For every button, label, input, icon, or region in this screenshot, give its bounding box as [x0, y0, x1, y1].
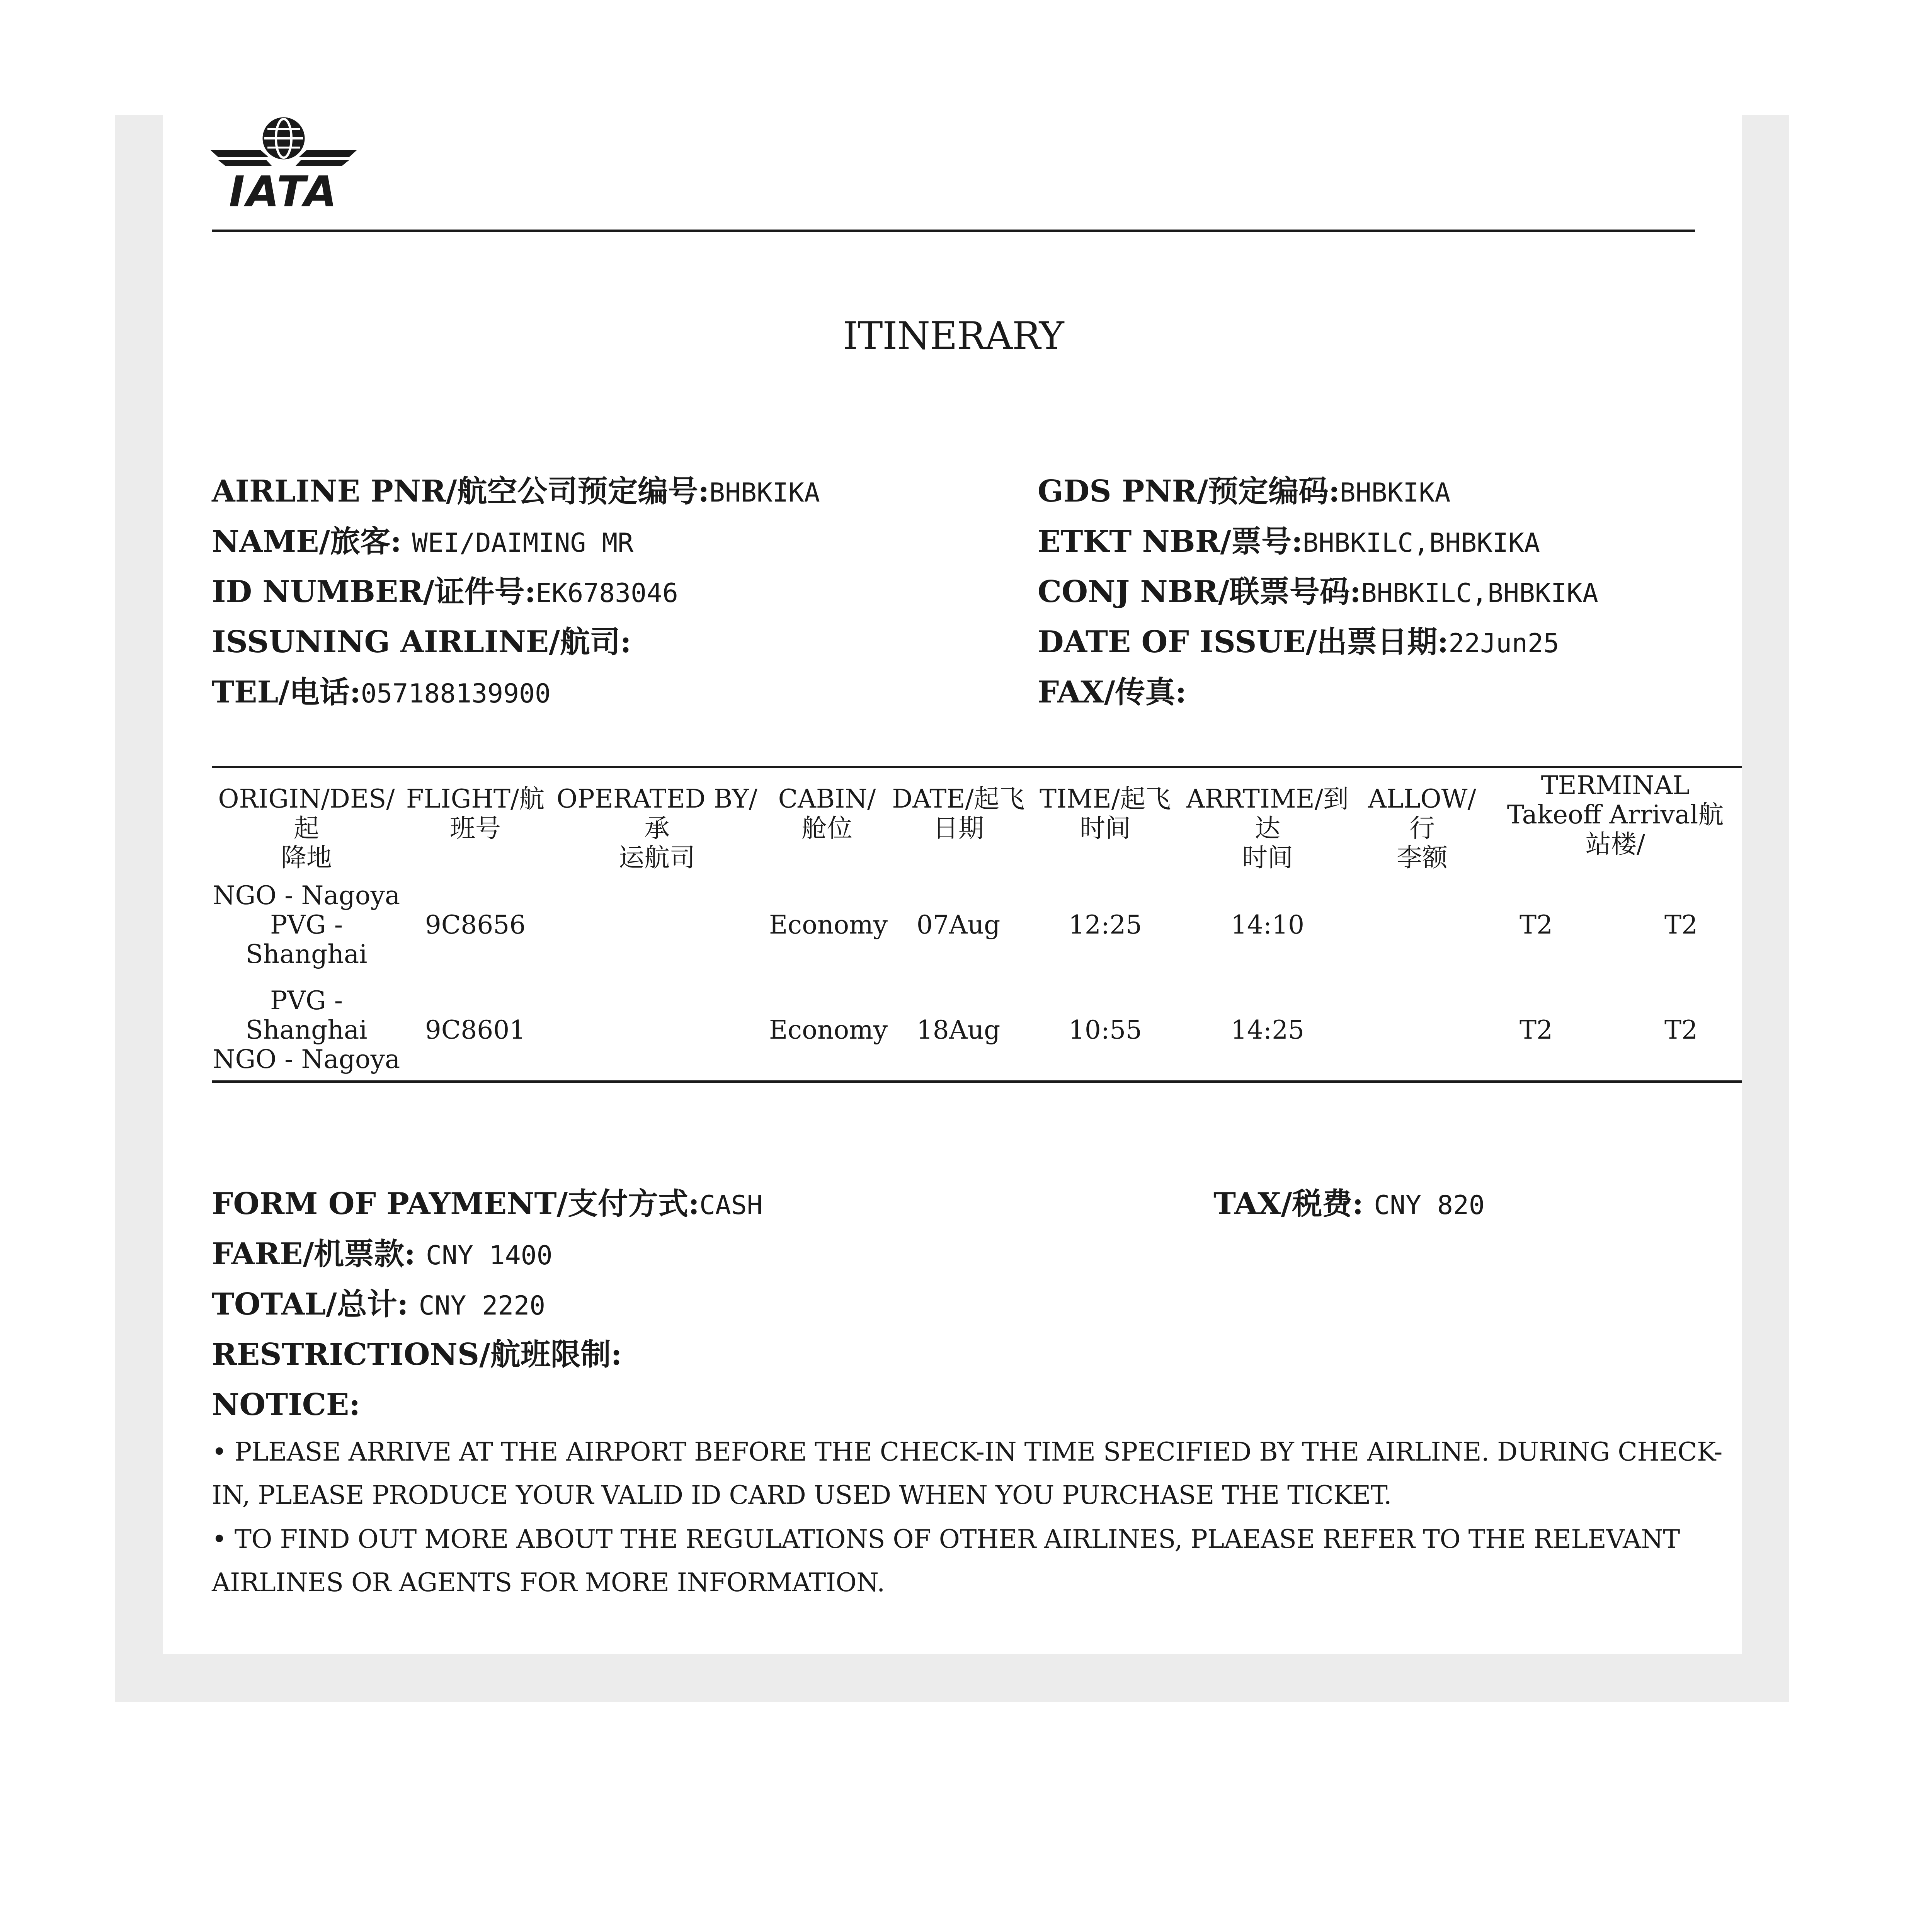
payment-form-value: CASH — [699, 1190, 763, 1221]
tax-value: CNY 820 — [1374, 1190, 1485, 1221]
row-time: 12:25 — [1068, 910, 1142, 940]
row-arrival-terminal: T2 — [1664, 1015, 1698, 1045]
etkt-nbr-label: ETKT NBR/票号: — [1038, 524, 1303, 559]
tel-field — [212, 673, 551, 713]
total-value: CNY 2220 — [419, 1291, 546, 1321]
tel-value: 057188139900 — [361, 679, 551, 709]
fare-field — [212, 1235, 553, 1275]
row-cabin: Economy — [769, 1015, 888, 1045]
conj-nbr-label: CONJ NBR/联票号码: — [1038, 574, 1361, 609]
gds-pnr-label: GDS PNR/预定编码: — [1038, 474, 1340, 509]
fax-label: FAX/传真: — [1038, 675, 1187, 710]
date-of-issue-label: DATE OF ISSUE/出票日期: — [1038, 624, 1449, 660]
row-arrtime: 14:10 — [1230, 910, 1305, 940]
gds-pnr-field — [1038, 472, 1450, 512]
id-number-value: EK6783046 — [536, 578, 678, 609]
gds-pnr-value: BHBKIKA — [1339, 478, 1451, 508]
row-time: 10:55 — [1068, 1015, 1142, 1045]
notice-heading — [212, 1386, 360, 1424]
restrictions-label: RESTRICTIONS/航班限制: — [212, 1337, 622, 1372]
airline-pnr-label: AIRLINE PNR/航空公司预定编号: — [212, 474, 710, 509]
airline-pnr-value: BHBKIKA — [709, 478, 820, 508]
header-arrtime: ARRTIME/到达 时间 — [1186, 784, 1349, 872]
row-cabin: Economy — [769, 910, 888, 940]
etkt-nbr-value: BHBKILC,BHBKIKA — [1302, 528, 1540, 558]
header-date: DATE/起飞 日期 — [892, 784, 1025, 843]
header-time: TIME/起飞 时间 — [1039, 784, 1171, 843]
table-bottom-rule — [212, 1080, 1742, 1083]
issuing-airline-field — [212, 623, 631, 663]
notice-item-2: • TO FIND OUT MORE ABOUT THE REGULATIONS OF OTHER AIRLINES, PLAEASE REFER TO THE RELEVANT AIRLINES OR AGENTS FOR MORE INFORMATION. — [212, 1524, 1680, 1597]
notice-label: NOTICE: — [212, 1387, 361, 1422]
header-cabin: CABIN/ 舱位 — [778, 784, 876, 843]
row-arrival-terminal: T2 — [1664, 910, 1698, 940]
fare-label: FARE/机票款: — [212, 1236, 426, 1272]
id-number-label: ID NUMBER/证件号: — [212, 574, 536, 609]
restrictions-field — [212, 1335, 622, 1376]
notice-item-1: • PLEASE ARRIVE AT THE AIRPORT BEFORE THE CHECK-IN TIME SPECIFIED BY THE AIRLINE. DURING CHECK-IN, PLEASE PRODUCE YOUR VALID ID CARD USED WHEN YOU PURCHASE THE TICKET. — [212, 1437, 1722, 1510]
row-arrtime: 14:25 — [1230, 1015, 1305, 1045]
etkt-nbr-field — [1038, 522, 1540, 563]
total-field — [212, 1285, 545, 1325]
header-terminal: TERMINAL Takeoff Arrival航 站楼/ — [1507, 770, 1724, 859]
date-of-issue-field — [1038, 623, 1559, 663]
tax-field — [1213, 1185, 1485, 1225]
row-takeoff-terminal: T2 — [1519, 910, 1553, 940]
header-origin: ORIGIN/DES/起 降地 — [218, 784, 395, 872]
header-divider — [212, 230, 1695, 232]
conj-nbr-field — [1038, 573, 1598, 613]
table-top-rule — [212, 766, 1742, 768]
name-label: NAME/旅客: — [212, 524, 412, 559]
payment-form-label: FORM OF PAYMENT/支付方式: — [212, 1186, 699, 1221]
date-of-issue-value: 22Jun25 — [1448, 628, 1559, 659]
row-route: NGO - Nagoya PVG - Shanghai — [213, 881, 400, 969]
tel-label: TEL/电话: — [212, 675, 361, 710]
name-field — [212, 522, 633, 563]
globe-icon — [264, 119, 303, 158]
name-value: WEI/DAIMING MR — [412, 528, 634, 558]
row-date: 07Aug — [916, 910, 1001, 940]
issuing-airline-label: ISSUNING AIRLINE/航司: — [212, 624, 631, 660]
header-allow: ALLOW/行 李额 — [1368, 784, 1476, 872]
page-title: ITINERARY — [843, 314, 1064, 358]
airline-pnr-field — [212, 472, 820, 512]
payment-form-field — [212, 1185, 763, 1225]
id-number-field — [212, 573, 678, 613]
conj-nbr-value: BHBKILC,BHBKIKA — [1361, 578, 1598, 609]
fax-field — [1038, 673, 1186, 713]
row-date: 18Aug — [916, 1015, 1001, 1045]
total-label: TOTAL/总计: — [212, 1287, 419, 1322]
row-flight: 9C8656 — [425, 910, 526, 940]
row-route: PVG - Shanghai NGO - Nagoya — [213, 986, 400, 1074]
logo-text: IATA — [229, 167, 339, 215]
iata-logo — [210, 114, 357, 215]
header-operated-by: OPERATED BY/承 运航司 — [556, 784, 757, 872]
tax-label: TAX/税费: — [1213, 1186, 1374, 1221]
fare-value: CNY 1400 — [426, 1240, 553, 1271]
row-flight: 9C8601 — [425, 1015, 526, 1045]
header-flight: FLIGHT/航 班号 — [406, 784, 545, 843]
row-takeoff-terminal: T2 — [1519, 1015, 1553, 1045]
